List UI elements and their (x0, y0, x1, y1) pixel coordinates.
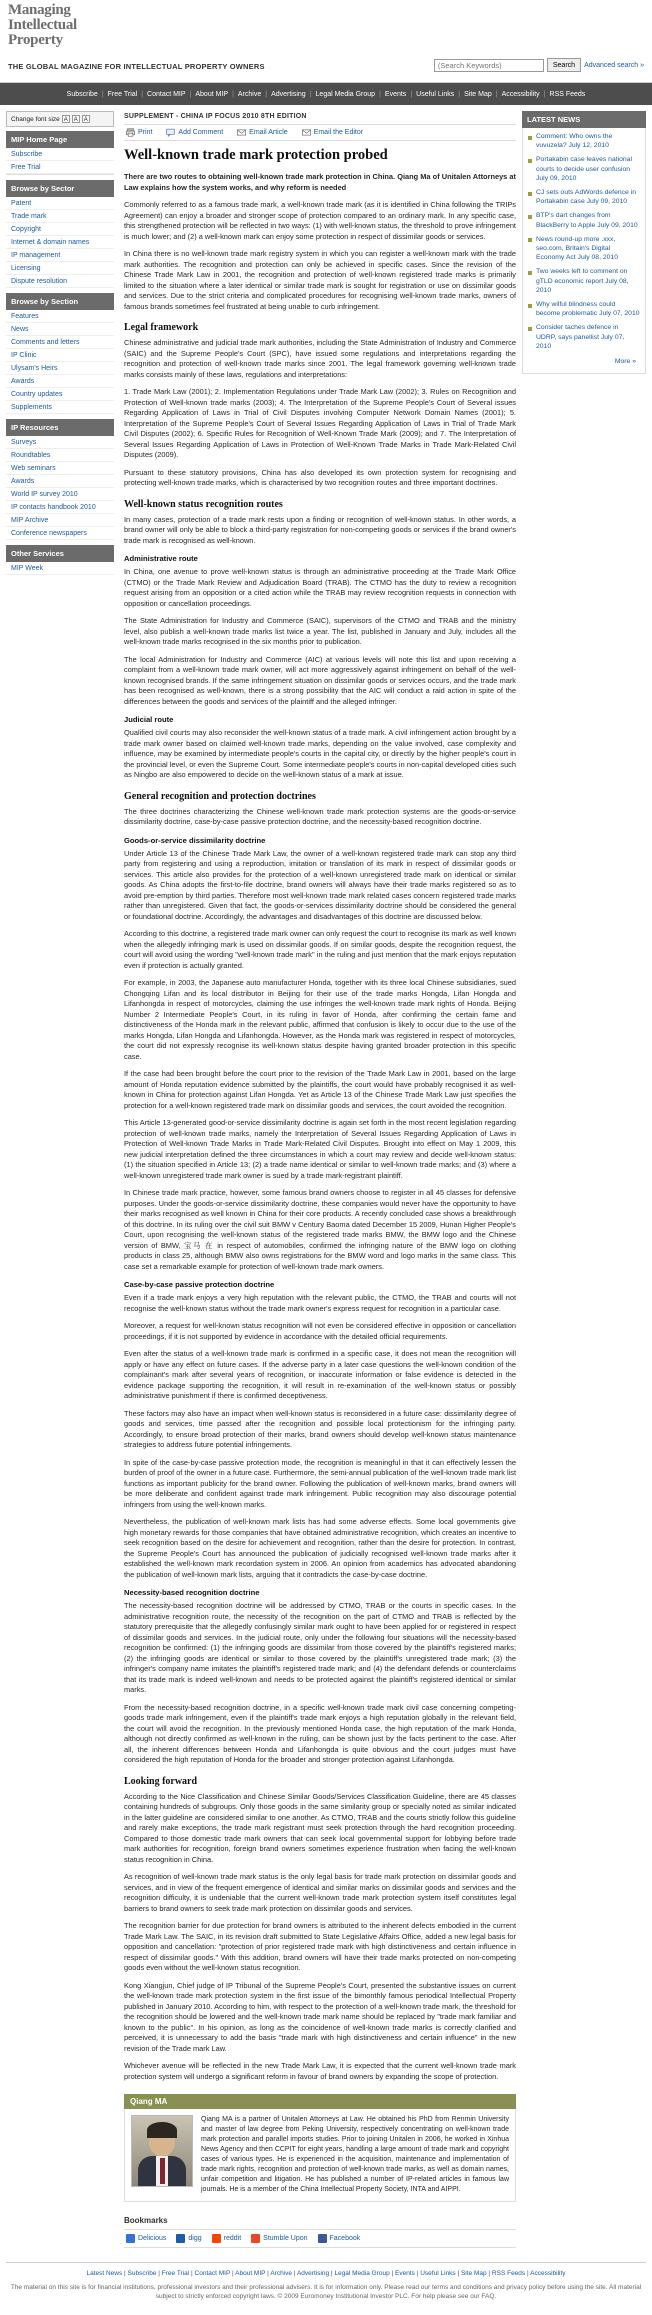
sidebar-item-dispute-resolution[interactable]: Dispute resolution (6, 275, 114, 288)
latest-news-list (528, 132, 640, 356)
section-heading-looking-forward: Looking forward (124, 1775, 198, 1787)
nav-sep: | (141, 90, 144, 98)
bookmark-stumbleupon[interactable] (251, 2234, 307, 2243)
bookmark-label: digg (188, 2235, 202, 2242)
sidebar-item-licensing[interactable]: Licensing (6, 262, 114, 275)
search-area (434, 58, 644, 72)
logo-line-3: Property (8, 32, 63, 48)
sidebar-item-features[interactable]: Features (6, 310, 114, 323)
nav-sep: | (265, 90, 268, 98)
footer-link-useful-links[interactable]: Useful Links (420, 2270, 456, 2277)
sidebar-item-web-seminars[interactable]: Web seminars (6, 462, 114, 475)
list-item[interactable]: News round-up more .xxx, seo.com, Britain's Digital Economy Act July 08, 2010 (528, 235, 640, 268)
avatar-hair (147, 2122, 177, 2138)
nav-site-map[interactable]: Site Map (464, 90, 492, 98)
article-paragraph: Moreover, a request for well-known status recognition will not even be considered effective in opposition or cancellation proceedings, if it is not supported by evidence in accordance with the detailed official requirements. (124, 1321, 516, 1341)
list-item[interactable]: Comment: Who owns the vuvuzela? July 12, 2010 (528, 132, 640, 155)
font-size-large-button[interactable]: A (83, 117, 88, 123)
print-label: Print (138, 129, 153, 136)
logo-line-2: Intellectual (8, 17, 77, 33)
sidebar-item-conference-newspapers[interactable]: Conference newspapers (6, 527, 114, 540)
sidebar-home-header[interactable]: MIP Home Page (6, 131, 114, 148)
nav-subscribe[interactable]: Subscribe (66, 90, 98, 98)
section-heading-doctrines: General recognition and protection doctrines (124, 790, 316, 802)
nav-sep: | (543, 90, 546, 98)
sidebar-item-mip-week[interactable]: MIP Week (6, 562, 114, 575)
sidebar-item-supplements[interactable]: Supplements (6, 401, 114, 414)
footer-link-accessibility[interactable]: Accessibility (530, 2270, 566, 2277)
sidebar-resources-header: IP Resources (6, 419, 114, 436)
article-paragraph: Under Article 13 of the Chinese Trade Mark Law, the owner of a well-known registered trade mark can stop any third party from registering and using a reproduction, imitation or translation of its mark in respect of dissimilar goods or services. This article also provides for the protection of a well-known unregistered trade mark on identical or similar goods. As China adopts the first-to-file doctrine, brand owners will always have their trade marks registered so as to avoid pre-emption by third parties. Therefore most well-known trade mark related cases concern registered trade marks rather than unregistered. Given that fact, the goods-or-services dissimilarity doctrine should be considered the general or foundational doctrine. Accordingly, the advantages and disadvantages of this doctrine are discussed below. (124, 848, 516, 921)
reddit-icon (212, 2234, 221, 2243)
sidebar-item-patent[interactable]: Patent (6, 197, 114, 210)
footer-link-archive[interactable]: Archive (270, 2270, 293, 2277)
email-article-button[interactable] (237, 128, 288, 137)
sidebar-section-header: Browse by Section (6, 293, 114, 310)
article-paragraph: In China, one avenue to prove well-known status is through an administrative proceeding at the Trade Mark Office (CTMO) or the Trade Mark Review and Adjudication Board (TRAB). The CTMO has the duty to review a recognition request arising from an opposition or a cited action while the TRAB may review recognition requests in connection with opposition or cancellation proceedings. (124, 567, 516, 608)
nav-sep: | (458, 90, 461, 98)
bookmark-digg[interactable] (176, 2234, 201, 2243)
sidebar-item-country-updates[interactable]: Country updates (6, 388, 114, 401)
sidebar-item-ip-management[interactable]: IP management (6, 249, 114, 262)
footer-link-legal-media-group[interactable]: Legal Media Group (334, 2270, 390, 2277)
article-paragraph: The State Administration for Industry and Commerce (SAIC), supervisors of the CTMO and TRAB and the ministry level, also publish a well-known trade marks list twice a year. The list, published in January and July, includes all the well-known trade marks recognised in the six months prior to publication. (124, 616, 516, 646)
list-item[interactable]: BTP's dart changes from BlackBerry to Apple July 09, 2010 (528, 211, 640, 234)
sidebar-item-ip-contacts-handbook-2010[interactable]: IP contacts handbook 2010 (6, 501, 114, 514)
bookmark-delicious[interactable] (126, 2234, 166, 2243)
stumbleupon-icon (251, 2234, 260, 2243)
nav-useful-links[interactable]: Useful Links (416, 90, 455, 98)
sidebar-item-roundtables[interactable]: Roundtables (6, 449, 114, 462)
search-input[interactable] (434, 59, 544, 72)
nav-contact-mip[interactable]: Contact MIP (147, 90, 186, 98)
article-paragraph: For example, in 2003, the Japanese auto manufacturer Honda, together with its three local Chinese subsidiaries, sued Chongqing Lifan and its local distributor in Beijing for their use of the trade marks Hongda, Lifan Hongda and Lifanhongda in respect of motorcycles, claiming the use infringes the well-known trade mark rights of Honda. Beijing Number 2 Intermediate People's Court, in its ruling in favor of Honda, after confirming the certain fame and distinctiveness of the Honda mark in the relevant public, affirmed that confusion is likely to occur due to the use of the marks Hongda, Lifan Hongda and Lifanhongda. However, as the Honda mark was registered in respect of motorcycles, the court did not expressly recognise its well-known status despite having granted broader protection in this specific case. (124, 978, 516, 1061)
sidebar-item-ulysams-heirs[interactable]: Ulysam's Heirs (6, 362, 114, 375)
nav-sep: | (232, 90, 234, 98)
print-button[interactable] (126, 128, 152, 137)
nav-about-mip[interactable]: About MIP (195, 90, 229, 98)
bookmark-facebook[interactable] (318, 2234, 361, 2243)
article-paragraph: As recognition of well-known trade mark status is the only legal basis for trade mark protection on dissimilar goods and services, and in view of the frequent emergence of identical and similar marks on dissimilar goods and services and the recognition difficulty, it is undeniable that the current well-known trade mark protection system itself constitutes legal barriers to brand owners to seek trade mark protection on dissimilar goods and services. (124, 1872, 516, 1913)
article-paragraph: According to this doctrine, a registered trade mark owner can only request the court to recognise its mark as well known when the allegedly infringing mark is used on dissimilar goods. If on similar goods, despite the recognition request, the court will avoid using the wording "well-known trade mark" in the ruling and just mention that the mark enjoys reputation even if protection is actually granted. (124, 929, 516, 970)
sidebar-sector-list (6, 197, 114, 288)
author-box (124, 2109, 516, 2202)
facebook-icon (318, 2234, 327, 2243)
bookmark-label: Delicious (138, 2235, 167, 2242)
delicious-icon (126, 2234, 135, 2243)
footer-link-subscribe[interactable]: Subscribe (127, 2270, 157, 2277)
subsection-heading-judicial-route: Judicial route (124, 715, 174, 724)
sidebar-top-links (6, 148, 114, 175)
email-editor-icon (302, 128, 311, 137)
footer-link-site-map[interactable]: Site Map (460, 2270, 487, 2277)
article-paragraph: Qualified civil courts may also reconsider the well-known status of a trade mark. A civil infringement action brought by a trade mark owner based on claimed well-known trade marks, depending on the value involved, case complexity and influence, may be examined by intermediate people's courts in the capital city, or directly by the higher people's court in the provincial level, or even the Supreme Court. Some intermediate people's courts in non-capital developed cities such as Ningbo are also empowered to decide on the well-known status of a mark at issue. (124, 728, 516, 779)
advanced-search-link[interactable]: Advanced search » (584, 61, 644, 69)
sidebar-item-surveys[interactable]: Surveys (6, 436, 114, 449)
sidebar-item-copyright[interactable]: Copyright (6, 223, 114, 236)
font-size-small-button[interactable]: A (63, 117, 68, 123)
subsection-heading-necessity-doctrine: Necessity-based recognition doctrine (124, 1588, 260, 1597)
email-article-label: Email Article (249, 129, 288, 136)
sidebar (6, 111, 114, 575)
footer-link-contact-mip[interactable]: Contact MIP (194, 2270, 231, 2277)
article-paragraph: The recognition barrier for due protection for brand owners is attributed to the inherent defects embodied in the current Trade Mark Law. The SAIC, in its revision draft submitted to State Legislative Affairs Office, added a new legal basis for opposition and cancellation: "protection of prior registered trade mark with high distinctiveness and certain influence in respect of dissimilar goods." With this addition, brand owners will have their trade marks protected on non-competing goods even without the well-known status recognition. (124, 1921, 516, 1972)
add-comment-label: Add Comment (178, 129, 224, 136)
nav-events[interactable]: Events (384, 90, 407, 98)
subsection-heading-dissimilarity-doctrine: Goods-or-service dissimilarity doctrine (124, 835, 266, 845)
bookmark-label: Facebook (329, 2235, 361, 2242)
article-paragraph: From the necessity-based recognition doctrine, in a specific well-known trade mark civil case concerning competing-goods trade mark infringement, even if the plaintiff's trade mark enjoys a high reputation globally in the relevant field, the court will avoid the recognition. In the previously mentioned Honda case, the high reputation of the mark Honda, although not directly confirmed as well-known in the ruling, can be shown just by the facts pertinent to the case. After all, the inherent differences between Honda and Lifanhongda is quite obvious and the court judges must have considered the high reputation of Honda for the broader and stronger protection against Lifanhongda. (124, 1702, 516, 1764)
sidebar-item-news[interactable]: News (6, 323, 114, 336)
article-paragraph: If the case had been brought before the court prior to the revision of the Trade Mark Law in 2001, based on the large amount of Honda reputation evidence submitted by the plaintiffs, the court would have probably recognised it as well-known in China for protection against Lifan Hongda. Yet as Article 13 of the Chinese Trade Mark Law just specifies the protection for a well-known registered trade mark on dissimilar goods and services, the court avoided the recognition. (124, 1069, 516, 1110)
article-paragraph: The local Administration for Industry and Commerce (AIC) at various levels will note this list and upon receiving a complaint from a well-known trade mark owner, will act more aggressively against infringement on behalf of the well-known recognised brands. If the same infringement situation on dissimilar goods or services occurs, and the trade mark has been recognised as well-known, there is a strong possibility that the AIC will conduct a raid action in spite of the differences between the goods and services of the plaintiff and the alleged infringer. (124, 654, 516, 706)
nav-sep: | (410, 90, 413, 98)
sidebar-item-comments-and-letters[interactable]: Comments and letters (6, 336, 114, 349)
sidebar-other-services-header: Other Services (6, 545, 114, 562)
latest-news-box (522, 128, 646, 374)
footer-link-advertising[interactable]: Advertising (296, 2270, 330, 2277)
sidebar-item-free-trial[interactable]: Free Trial (6, 161, 114, 174)
sidebar-item-awards-resource[interactable]: Awards (6, 475, 114, 488)
article-paragraph: In China there is no well-known trade mark registry system in which you can register a well-known mark with the trade mark authorities. The recognition and protection can only be achieved in specific cases. Since the revision of the Chinese Trade Mark Law in 2001, the recognition and protection of well-known registered trade marks is primarily limited to the situation where a later identical or similar trade mark is sought for registration or use on dissimilar goods and services. Due to the strict criteria and complicated procedures for recognising well-known trade marks, owners of famous brands sometimes feel frustrated at being unable to curb infringement. (124, 249, 516, 311)
latest-news-header: LATEST NEWS (522, 111, 646, 128)
site-tagline: THE GLOBAL MAGAZINE FOR INTELLECTUAL PROPERTY OWNERS (8, 62, 265, 71)
list-item[interactable]: Two weeks left to comment on gTLD economic report July 08, 2010 (528, 267, 640, 300)
printer-icon (126, 128, 135, 137)
article-paragraph: Nevertheless, the publication of well-known mark lists has had some adverse effects. Some local governments give high monetary rewards for those companies that have obtained administrative recognition, which creates an incentive to seek recognition based on the desire for achievement and recognition, rather than the desire for protection. In contrast, the Supreme People's Court has announced the publication of judicially recognised well-known trade marks after it established the well-known mark recordation system in 2006. An opinion from academics has advocated abandoning the publication of well-known mark lists, arguing that it contradicts the case-by-case doctrine. (124, 1517, 516, 1579)
nav-sep: | (101, 90, 104, 98)
article-paragraph: The three doctrines characterizing the Chinese well-known trade mark protection systems are the goods-or-service dissimilarity doctrine, case-by-case passive protection doctrine, and the necessity-based recognition doctrine. (124, 806, 516, 826)
subsection-heading-case-by-case-doctrine: Case-by-case passive protection doctrine (124, 1280, 275, 1289)
article-paragraph: Even if a trade mark enjoys a very high reputation with the relevant public, the CTMO, the TRAB and courts will not recognise the well-known status without the trade mark owner's express request for recognition in a particular case. (124, 1293, 516, 1313)
article-paragraph: Whichever avenue will be reflected in the new Trade Mark Law, it is expected that the current well-known trade mark protection system will undergo a significant reform in favour of brand owners by expanding the scope of protection. (124, 2061, 516, 2081)
nav-advertising[interactable]: Advertising (271, 90, 306, 98)
sidebar-other-services-list (6, 562, 114, 575)
footer-link-rss-feeds[interactable]: RSS Feeds (491, 2270, 526, 2277)
article-paragraph: In many cases, protection of a trade mark rests upon a finding or recognition of well-known status. In other words, a brand owner will only be able to block a third-party registration for non-competing goods or services if the brand owner's trade mark is recognised as well-known. (124, 514, 516, 545)
nav-legal-media-group[interactable]: Legal Media Group (315, 90, 376, 98)
sidebar-item-awards[interactable]: Awards (6, 375, 114, 388)
sidebar-item-world-ip-survey-2010[interactable]: World IP survey 2010 (6, 488, 114, 501)
subsection-heading-administrative-route: Administrative route (124, 554, 198, 563)
list-item[interactable]: Portakabin case leaves national courts to decide user confusion July 09, 2010 (528, 155, 640, 188)
nav-sep: | (379, 90, 381, 98)
article-content (114, 111, 522, 2248)
avatar-tie (160, 2158, 165, 2184)
article-paragraph: Even after the status of a well-known trade mark is confirmed in a specific case, it does not mean the recognition will apply or have any effect on future cases. If the adverse party in a later case questions the well-known condition of the complainant's mark after several years of recognition, or inaccurate information or false evidence is detected in the evidence package supporting the recognition, it will result in re-examination of the well-known status or possibly administrative punishment if there is confirmed deceptiveness. (124, 1349, 516, 1400)
add-comment-button[interactable] (166, 128, 223, 137)
author-name-header: Qiang MA (124, 2094, 516, 2109)
article-paragraph: These factors may also have an impact when well-known status is reconsidered in a future case: dissimilarity degree of goods and services, time passed after the recognition and possible local protectionism for the infringing party. Accordingly, to ensure broad protection of their marks, brand owners should develop well-known status maintenance strategies to address future potential infringements. (124, 1408, 516, 1449)
right-column (522, 111, 646, 374)
article-paragraph: According to the Nice Classification and Chinese Similar Goods/Services Classification Guideline, there are 45 classes containing hundreds of subgroups. Only those goods in the same similarity group or specially noted as similar indicated in the latter guideline are considered similar to one another. As CTMO, TRAB and the courts strictly follow this guideline and rarely make exceptions, the trade mark registrant must seek protection through the hard recognition proceeding. Compared to those domestic trade mark owners that can seek local governmental support for lobbying before trade mark authorities for recognition, foreign brand owners sometimes experience frustration when facing the well-known status recognition in China. (124, 1791, 516, 1864)
font-size-control (6, 111, 114, 127)
article-paragraph: This Article 13-generated good-or-service dissimilarity doctrine is again set forth in the most recent legislation regarding protection of well-known trade marks, namely the Interpretation of Several Issues Regarding Application of Laws in Protection of Well-known Trade Marks in Trade Mark-Related Civil Disputes. Brought into effect on May 1 2009, this new judicial interpretation defined the three circumstances in which a court may review and decide well-known status: (1) the situation specified in Article 13; (2) a trade name identical or similar to well-known trade marks; and (3) where a well-known unregistered trade mark owner is sued by a trade mark-registrant plaintiff. (124, 1118, 516, 1180)
sidebar-item-mip-archive[interactable]: MIP Archive (6, 514, 114, 527)
article-paragraph: Chinese administrative and judicial trade mark authorities, including the State Administration of Industry and Commerce (SAIC) and the Supreme People's Court (SPC), have issued some regulations and interpretations regarding the recognition and protection of well-known trade marks since 2001. The legal framework governing well-known trade marks consists mainly of these laws, regulations and interpretations: (124, 338, 516, 379)
sidebar-section-list (6, 310, 114, 414)
sidebar-item-trade-mark[interactable]: Trade mark (6, 210, 114, 223)
sidebar-item-subscribe[interactable]: Subscribe (6, 148, 114, 161)
nav-sep: | (309, 90, 312, 98)
bookmarks-bar (124, 2229, 516, 2248)
avatar (131, 2115, 193, 2187)
site-logo[interactable] (8, 3, 77, 48)
nav-rss-feeds[interactable]: RSS Feeds (549, 90, 586, 98)
article-paragraph: In Chinese trade mark practice, however, some famous brand owners choose to register in all 45 classes for defensive purposes. Under the goods-or-service dissimilarity doctrine, these companies would never have the opportunity to have their marks recognised as well known in China for their core products. A recently concluded case shows a breakthrough of this doctrine. In its ruling over the civil suit BMW v Century Baoma dated December 15 2009, Hunan Higher People's Court, upon recognising the well-known status of the registered trade marks BMW, the BMW logo and the Chinese version of BMW, 宝马 在 in respect of automobiles, confirmed the infringing nature of the BMW logo on clothing products in class 25, although BMW also owns registrations for the BMW word and logo marks in the same class. This case set a remarkable example for protection of well-known trade mark owners. (124, 1188, 516, 1271)
footer-link-free-trial[interactable]: Free Trial (161, 2270, 190, 2277)
article-paragraph: Commonly referred to as a famous trade mark, a well-known trade mark (as it is identified in China following the TRIPs Agreement) can enjoy a broader and stronger scope of protection compared to an ordinary mark. In any specific case, this strengthened protection will be reflected in two ways: (1) with well-known status, the threshold to prove infringement is much lower; and (2) a well-known mark can enjoy some protection in respect of dissimilar goods or services. (124, 200, 516, 241)
section-heading-recognition-routes: Well-known status recognition routes (124, 498, 283, 510)
sidebar-sector-header: Browse by Sector (6, 180, 114, 197)
section-heading-legal-framework: Legal framework (124, 322, 199, 333)
article-paragraph: 1. Trade Mark Law (2001); 2. Implementation Regulations under Trade Mark Law (2002); 3. Rules on Recognition and Protection of Well-known trade marks (2003); 4. The Interpretation of the Supreme People's Court of Several issues Regarding Application of Laws in Trial of Civil Disputes involving Computer Network Domain Names (2001); 5. Interpretation of the Supreme People's Court of Several Issues Regarding Application of Laws in Trial of Trade Mark Civil Disputes (2002); 6. Specific Rules for Recognition of Well-Known Trade Mark (2009); and 7. The Interpretation of Several Issues Regarding Application of Laws in Protection of Well-Known Trade Marks in Trade Mark-Related Civil Disputes (2009). (124, 387, 516, 459)
footer-links: Latest News | Subscribe | Free Trial | Contact MIP | About MIP | Archive | Advertising | Legal Media Group | Events | Useful Links | Site Map | RSS Feeds | Accessibility (86, 2270, 566, 2277)
sidebar-resources-list (6, 436, 114, 540)
nav-accessibility[interactable]: Accessibility (501, 90, 540, 98)
supplement-label: SUPPLEMENT - CHINA IP FOCUS 2010 8TH EDITION (124, 113, 307, 120)
list-item[interactable]: CJ sets outs AdWords defence in Portakabin case July 09, 2010 (528, 188, 640, 211)
digg-icon (176, 2234, 185, 2243)
sidebar-item-internet-domain-names[interactable]: Internet & domain names (6, 236, 114, 249)
email-editor-button[interactable] (302, 128, 363, 137)
article-paragraph: Pursuant to these statutory provisions, China has also developed its own protection system for recognising and protecting well-known trade marks, which is characterised by two recognition routes and three important doctrines. (124, 467, 516, 487)
logo-line-1: Managing (8, 2, 71, 18)
article-paragraph: The necessity-based recognition doctrine will be addressed by CTMO, TRAB or the courts in specific cases. In the administrative recognition route, the necessity of the recognition on the part of CTMO and TRAB is reflected by the statutory prerequisite that the allegedly confusingly similar mark ought to have been applied for or registered in respect of dissimilar goods and services. In the judicial route, only under the following four situations will the necessity-based recognition be confirmed: (1) the infringing goods are dissimilar from those covered by the plaintiff's registered marks; (2) the infringing goods are identical or similar to those covered by the plaintiff's unregistered trade mark; (3) the infringer's company name imitates the plaintiff's registered trade mark; and (4) the defendant defends or counterclaims that its trade mark is indeed well-known and needs to be protected against the plaintiff's registered identical or similar marks. (124, 1601, 516, 1694)
author-bio: Qiang MA is a partner of Unitalen Attorneys at Law. He obtained his PhD from Renmin University and master of law degree from Peking University, respectively concentrating on well-known trade mark protection and parallel imports studies. Prior to joining Unitalen in 2006, he worked in Xinhua News Agency and then CCPIT for eight years, handling a large amount of trade mark and copyright cases of various types. He is experienced in the acquisition, maintenance and implementation of trade mark rights, recognition and protection of well-known trade marks, as well as domain names, unfair competition and litigation. He has published a number of IP-related articles in famous law journals. He is a member of the China Intellectual Property Society, INTA and AIPPI. (201, 2116, 509, 2193)
search-button[interactable]: Search (547, 58, 581, 72)
masthead (0, 0, 652, 60)
footer (0, 2263, 652, 2315)
article-paragraph: Kong Xiangjun, Chief judge of IP Tribunal of the Supreme People's Court, presented the substantive issues on current the well-known trade mark protection system in the first issue of the bimonthly famous periodical Intellectual Property published in January 2010. According to him, with respect to the protection of a well-known trade mark, the threshold for the recognition should be lowered and the well-known trade mark name should be replaced by "trade mark familiar and known to the public". In his opinion, as long as the coincidence of well-known trade marks is correctly clarified and perceived, it is unnecessary to add the basis "trade mark with high distinctiveness and certain influence" in the new revision of the Trade mark Law. (124, 1980, 516, 2053)
bookmark-reddit[interactable] (212, 2234, 242, 2243)
nav-archive[interactable]: Archive (237, 90, 262, 98)
email-editor-label: Email the Editor (313, 129, 364, 136)
nav-sep: | (495, 90, 498, 98)
font-size-label: Change font size (11, 115, 60, 123)
footer-link-about-mip[interactable]: About MIP (235, 2270, 266, 2277)
top-navigation (0, 83, 652, 105)
comment-icon (166, 128, 175, 137)
article-toolbar (124, 124, 516, 141)
article-lead: There are two routes to obtaining well-known trade mark protection in China. Qiang Ma of Unitalen Attorneys at Law explains how the system works, and why reform is needed (124, 172, 516, 192)
footer-link-latest-news[interactable]: Latest News (86, 2270, 123, 2277)
sidebar-item-ip-clinic[interactable]: IP Clinic (6, 349, 114, 362)
footer-link-events[interactable]: Events (395, 2270, 415, 2277)
bookmark-label: Stumble Upon (263, 2235, 308, 2242)
bookmark-label: reddit (223, 2235, 242, 2242)
footer-legal-text: The material on this site is for financial institutions, professional investors and their professional advisers. It is for information only. Please read our terms and conditions and privacy policy before using the site. All material subject to strictly enforced copyright laws. © 2009 Euromoney Institutional Investor PLC. For help please see our FAQ. (10, 2284, 642, 2300)
page-title: Well-known trade mark protection probed (124, 147, 388, 163)
font-size-medium-button[interactable]: A (73, 117, 78, 123)
email-icon (237, 128, 246, 137)
list-item[interactable]: Why wilful blindness could become problematic July 07, 2010 (528, 300, 640, 323)
nav-free-trial[interactable]: Free Trial (107, 90, 138, 98)
list-item[interactable]: Consider taches defence in UDRP, says panellist July 07, 2010 (528, 323, 640, 356)
article-paragraph: In spite of the case-by-case passive protection mode, the recognition is meaningful in that it can effectively lessen the burden of proof of the owner in a future case. Furthermore, the semi-annual publication of the well-known trade mark list functions as important publicity for the brand owner. Following the publication of well-known marks, brand owners will be more deliberate and confident against trade mark infringement. Public recognition may also discourage potential infringers from using the well-known marks. (124, 1457, 516, 1509)
latest-news-more-link[interactable]: More » (614, 358, 636, 366)
bookmarks-title: Bookmarks (124, 2216, 168, 2225)
nav-sep: | (189, 90, 192, 98)
